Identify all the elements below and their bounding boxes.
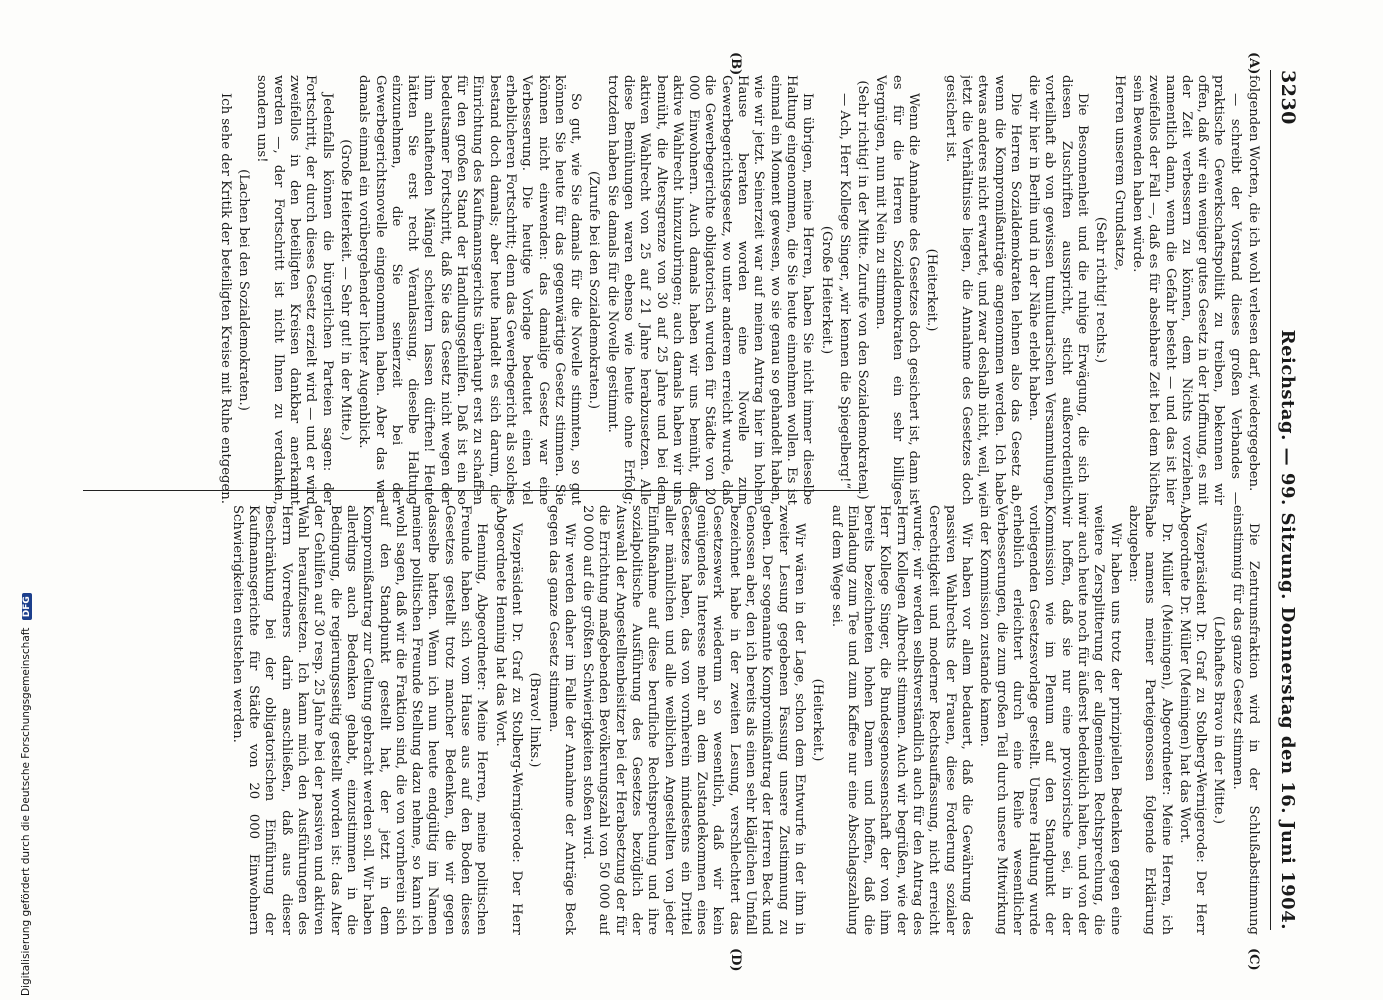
paragraph: — schreibt der Vorstand dieses großen Verbandes — praktische Gewerkschaftspolitik zu treiben, bekennen wir offen, daß wir ein weniger gutes Gesetz in der Hoffnung, es mit der Zeit verbessern zu können, dem Nichts vorziehen, namentlich dann, wenn die Gefahr besteht — und das ist hier zweifellos der Fall —, daß es für absehbare Zeit bei dem Nichts sein Bewenden haben würde. [1129,75,1243,505]
paragraph: Im übrigen, meine Herren, haben Sie nicht immer dieselbe Haltung eingenommen, die Sie heute einnehmen wollen. Es ist einmal ein Moment gewesen, wo sie genau so gehandelt haben, wie wir jetzt. Seinerzeit war auf meinen Antrag hier im hohen Hause beraten worden eine Novelle zum Gewerbegerichtsgesetz, wo unter anderem erreicht wurde, daß die Gewerbegerichte obligatorisch wurden für Städte von 20 000 Einwohnern. Auch damals haben wir uns bemüht, das aktive Wahlrecht hinzuzubringen; auch damals haben wir uns bemüht, die Altersgrenze von 30 auf 25 Jahre und bei dem aktiven Wahlrecht von 25 auf 21 Jahre herabzusetzen. Alle diese Bemühungen waren ebenso wie heute ohne Erfolg; trotzdem haben Sie damals für die Novelle gestimmt. [604,75,816,505]
speaker-intro: Vizepräsident Dr. Graf zu Stolberg-Wernigerode: Der Herr Abgeordnete Henning hat das Wort. [492,505,524,935]
interjection: (Heiterkeit.) [924,248,940,332]
interjection: (Sehr richtig! in der Mitte. Zurufe von den Sozialdemokraten.) [855,80,871,500]
page-header [1270,70,1305,930]
interjection: (Zurufe bei den Sozialdemokraten.) [586,170,602,410]
interjection: (Heiterkeit.) [810,678,826,762]
right-column [81,505,1261,935]
dfg-logo-icon: DFG [22,593,32,620]
margin-mark-a: (A) [1246,52,1261,75]
paragraph: Henning, Abgeordneter: Meine Herren, meine politischen Freunde haben sich vom Hause aus auf den Boden dieses Gesetzes gestellt trotz mancher Bedenken, die wir gegen dasselbe hatten. Wenn ich nun heute endgültig im Namen meiner politischen Freunde Stellung dazu nehme, so kann ich wohl sagen, daß wir die Fraktion sind, die von vornherein sich auf den Standpunkt gestellt hat, der jetzt in dem Kompromißantrag zur Geltung gebracht werden soll. Wir haben allerdings auch Bedenken gehabt, einzustimmen in die Bedingung, die regierungsseitig gestellt worden ist: das Alter der Gehilfen auf 30 resp. 25 Jahre bei der passiven und aktiven Wahl heraufzusetzen. Ich kann mich den Ausführungen des Herrn Vorredners darin anschließen, daß aus dieser Beschränkung bei der obligatorischen Einführung der Kaufmannsgerichte für Städte von 20 000 Einwohnern Schwierigkeiten entstehen werden. [229,505,490,935]
margin-mark-c: (C) [1246,948,1261,971]
paragraph: — Ach, Herr Kollege Singer, „wir kennen die Spiegelberg!“ [836,93,852,490]
interjection: (Sehr richtig! rechts.) [1093,216,1109,364]
paragraph: Wenn die Annahme des Gesetzes doch gesichert ist, dann ist es für die Herren Sozialdemokraten ein sehr billiges Vergnügen, nun mit Nein zu stimmen. [873,75,922,505]
paragraph: Die Zentrumsfraktion wird in der Schlußabstimmung einstimmig für das ganze Gesetz stimmen. [1229,505,1261,935]
paragraph: Wir haben vor allem bedauert, daß die Gewährung des passiven Wahlrechts der Frauen, diese Forderung sozialer Gerechtigkeit und moderner Rechtsauffassung, nicht erreicht wurde; wir werden selbstverständlich auch für den Antrag des Herrn Kollegen Albrecht stimmen. Auch wir begrüßen, wie der Herr Kollege Singer, die Bundesgenossenschaft der von ihm bereits bezeichneten hohen Damen und hoffen, daß die Einladung zum Tee und zum Kaffee nur eine Abschlagszahlung auf dem Wege sei. [828,505,974,935]
interjection: (Bravo! links.) [527,672,543,768]
speaker-intro: Vizepräsident Dr. Graf zu Stolberg-Wernigerode: Der Herr Abgeordnete Dr. Müller (Meiningen) hat das Wort. [1176,505,1209,935]
paragraph: Wir haben uns trotz der prinzipiellen Bedenken gegen eine weitere Zersplitterung der allgemeinen Rechtsprechung, die wir auch heute noch für äußerst bedenklich halten, und von der wir hoffen, daß sie nur eine provisorische sei, in der Kommission wie im Plenum auf den Standpunkt der vorliegenden Gesetzesvorlage gestellt. Unsere Haltung wurde erheblich erleichtert durch eine Reihe wesentlicher Verbesserungen, die zum großen Teil durch unsere Mitwirkung in der Kommission zustande kamen. [977,505,1123,935]
paragraph: Wir wären in der Lage, schon dem Entwurfe in der ihm in zweiter Lesung gegebenen Fassung unsere Zustimmung zu geben. Der sogenannte Kompromißantrag der Herren Beck und Genossen aber, den ich bereits als einen sehr kläglichen Umfall bezeichnet habe in der zweiten Lesung, verschlechtert das Gesetzeswerk wiederum so wesentlich, daß wir kein genügendes Interesse mehr an dem Zustandekommen eines Gesetzes haben, das von vornherein mindestens ein Drittel aller männlichen und alle weiblichen Angestellten von jeder Einflußnahme auf diese berufliche Rechtsprechung und ihre sozialpolitische Ausführung des Gesetzes bezüglich der Auswahl der Angestelltenbeisitzer bei der Herabsetzung der für die Errichtung maßgebenden Bevölkerungszahl von 50 000 auf 20 000 auf die größten Schwierigkeiten stoßen wird. [580,505,807,935]
speaker-intro: Dr. Müller (Meiningen), Abgeordneter: Meine Herren, ich habe namens meiner Parteigenossen folgende Erklärung abzugeben: [1125,505,1174,935]
paragraph: folgenden Worten, die ich wohl verlesen darf, wiedergegeben. [1246,75,1261,492]
paragraph: Herren unserem Grundsatze, [1111,75,1127,271]
paragraph: Die Herren Sozialdemokraten lehnen also das Gesetz ab, wenn die Kompromißanträge angenommen werden. Ich habe etwas anderes nicht erwartet, und zwar deshalb nicht, weil, wie jetzt die Verhältnisse liegen, die Annahme des Gesetzes doch gesichert ist. [942,75,1023,505]
interjection: (Lachen bei den Sozialdemokraten.) [236,169,252,411]
interjection: (Große Heiterkeit. — Sehr gut! in der Mitte.) [337,139,353,441]
paragraph: Ich sehe der Kritik der beteiligten Kreise mit Ruhe entgegen. [217,93,233,504]
margin-mark-b: (B) [728,52,743,76]
column-divider [83,490,868,491]
interjection: (Große Heiterkeit.) [818,225,834,355]
paragraph: Wir werden daher im Falle der Annahme der Anträge Beck gegen das ganze Gesetz stimmen. [545,505,577,935]
digitization-note [20,593,32,996]
page-title: Reichstag. — 99. Sitzung. Donnerstag den 16. Juni 1904. [1277,329,1299,930]
margin-mark-d: (D) [728,948,743,972]
paragraph: Die Besonnenheit und die ruhige Erwägung, die sich in diesen Zuschriften ausspricht, sticht außerordentlich vorteilhaft ab von gewissen tumultuarischen Versammlungen, die wir hier in Berlin und in der Nähe erlebt haben. [1026,75,1091,505]
left-column [81,75,1261,505]
paragraph: So gut, wie Sie damals für die Novelle stimmten, so gut können Sie heute für das gegenwärtige Gesetz stimmen. Sie können nicht einwenden: das damalige Gesetz war eine Verbesserung. Die heutige Vorlage bedeutet einen viel erheblicheren Fortschritt; denn das Gewerbegericht als solches bestand doch damals; aber heute handelt es sich darum, die Einrichtung des Kaufmannsgerichts überhaupt erst zu schaffen für den großen Stand der Handlungsgehilfen. Daß ist ein so bedeutsamer Fortschritt, daß Sie das Gesetz nicht wegen der ihm anhaftenden Mängel scheitern lassen dürften! Heute hätten Sie erst recht Veranlassung, dieselbe Haltung einzunehmen, die Sie seinerzeit bei der Gewerbegerichtsnovelle eingenommen haben. Aber das war damals einmal ein vorübergehender lichter Augenblick. [356,75,584,505]
interjection: (Lebhaftes Bravo in der Mitte.) [1211,616,1227,824]
digitization-text: Digitalisierung gefördert durch die Deutsche Forschungsgemeinschaft [20,627,32,996]
page-number: 3230 [1277,70,1299,125]
paragraph: Jedenfalls können die bürgerlichen Parteien sagen: der Fortschritt, der durch dieses Gesetz erzielt wird — und er wird zweifellos in den beteiligten Kreisen dankbar anerkannt werden —, der Fortschritt ist nicht Ihnen zu verdanken, sondern uns! [254,75,335,505]
digitization-footer [0,0,32,1000]
